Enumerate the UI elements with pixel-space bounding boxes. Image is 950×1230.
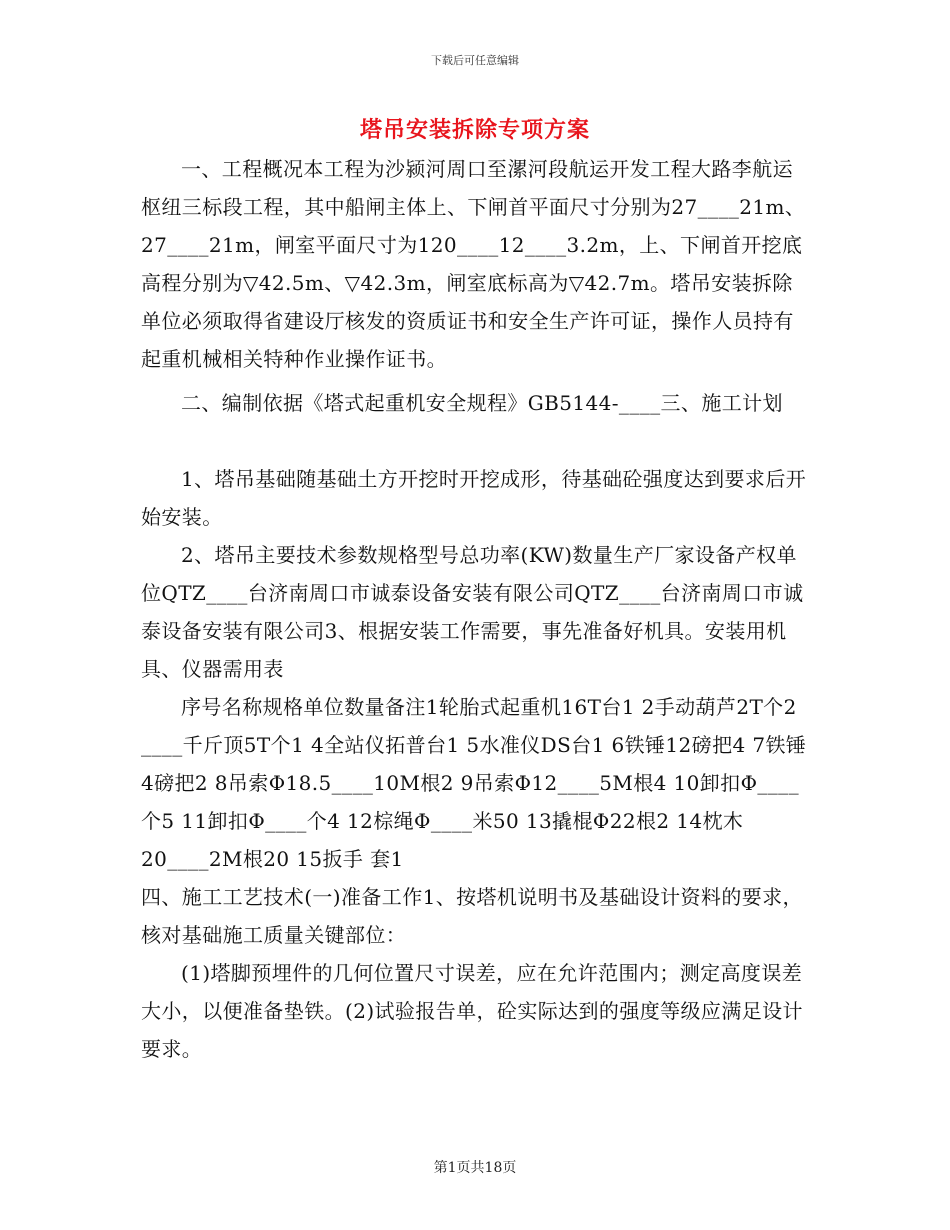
document-title: 塔吊安装拆除专项方案 [359, 117, 590, 143]
page-header-note: 下载后可任意编辑 [431, 54, 519, 67]
paragraph-tools-list: 序号名称规格单位数量备注1轮胎式起重机16T台1 2手动葫芦2T个2 ____千斤顶5T个1 4全站仪拓普台1 5水准仪DS台1 6铁锤12磅把4 7铁锤4磅把2 8吊索Φ18.5____10M根2 9吊索Φ12____5M根4 10卸扣Φ____个5 11卸扣Φ____个4 12棕绳Φ____米50 13撬棍Φ22根2 14枕木20____2M根20 15扳手 套1 [141, 695, 807, 871]
paragraph-project-overview: 一、工程概况本工程为沙颍河周口至漯河段航运开发工程大路李航运枢纽三标段工程，其中船闸主体上、下闸首平面尺寸分别为27____21m、27____21m，闸室平面尺寸为120____12____3.2m，上、下闸首开挖底高程分别为▽42.5m、▽42.3m，闸室底标高为▽42.7m。塔吊安装拆除单位必须取得省建设厅核发的资质证书和安全生产许可证，操作人员持有起重机械相关特种作业操作证书。 [141, 157, 806, 371]
document-body [141, 150, 809, 1068]
paragraph-process-prep: 四、施工工艺技术(一)准备工作1、按塔机说明书及基础设计资料的要求，核对基础施工质量关键部位： [141, 885, 803, 947]
paragraph-tech-params: 2、塔吊主要技术参数规格型号总功率(KW)数量生产厂家设备产权单位QTZ____台济南周口市诚泰设备安装有限公司QTZ____台济南周口市诚泰设备安装有限公司3、根据安装工作需要，事先准备好机具。安装用机具、仪器需用表 [141, 543, 804, 681]
page-number: 第1页共18页 [433, 1160, 517, 1176]
paragraph-basis-and-plan: 二、编制依据《塔式起重机安全规程》GB5144-____三、施工计划 [181, 391, 783, 415]
paragraph-foundation: 1、塔吊基础随基础土方开挖时开挖成形，待基础砼强度达到要求后开始安装。 [141, 467, 807, 529]
paragraph-checks: (1)塔脚预埋件的几何位置尺寸误差，应在允许范围内；测定高度误差大小，以便准备垫铁。(2)试验报告单，砼实际达到的强度等级应满足设计要求。 [141, 961, 803, 1061]
